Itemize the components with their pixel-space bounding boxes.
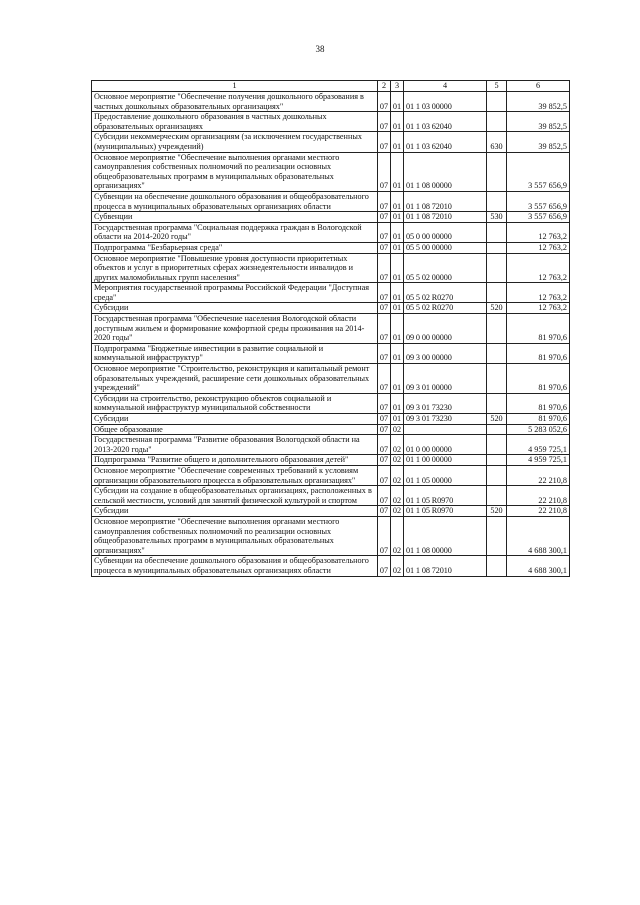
- row-amount-cell: 81 970,6: [507, 393, 570, 413]
- row-subsection-cell: 02: [391, 516, 404, 555]
- row-amount-cell: 12 763,2: [507, 222, 570, 242]
- header-cell-4: 4: [404, 81, 487, 92]
- table-row: [92, 465, 570, 485]
- row-name-cell: Субсидии: [92, 506, 378, 517]
- row-subsection-cell: 01: [391, 414, 404, 425]
- row-expense-type-cell: [487, 516, 507, 555]
- row-amount-cell: 81 970,6: [507, 414, 570, 425]
- row-expense-type-cell: 520: [487, 414, 507, 425]
- row-target-article-cell: 01 1 00 00000: [404, 455, 487, 466]
- header-cell-5: 5: [487, 81, 507, 92]
- row-subsection-cell: 01: [391, 314, 404, 344]
- table-row: [92, 556, 570, 576]
- row-expense-type-cell: [487, 455, 507, 466]
- table-row: [92, 212, 570, 223]
- row-subsection-cell: 02: [391, 486, 404, 506]
- row-expense-type-cell: 520: [487, 303, 507, 314]
- row-target-article-cell: 09 3 00 00000: [404, 343, 487, 363]
- table-row: [92, 242, 570, 253]
- row-expense-type-cell: [487, 486, 507, 506]
- row-target-article-cell: 01 1 05 R0970: [404, 506, 487, 517]
- row-target-article-cell: 01 0 00 00000: [404, 435, 487, 455]
- table-row: [92, 343, 570, 363]
- row-name-cell: Государственная программа "Развитие образования Вологодской области на 2013-2020 годы": [92, 435, 378, 455]
- table-row: [92, 516, 570, 555]
- row-amount-cell: 22 210,8: [507, 506, 570, 517]
- row-section-cell: 07: [378, 455, 391, 466]
- row-subsection-cell: 01: [391, 212, 404, 223]
- row-amount-cell: 3 557 656,9: [507, 152, 570, 191]
- row-expense-type-cell: [487, 253, 507, 283]
- row-name-cell: Подпрограмма "Безбарьерная среда": [92, 242, 378, 253]
- row-amount-cell: 39 852,5: [507, 92, 570, 112]
- row-target-article-cell: 05 0 00 00000: [404, 222, 487, 242]
- row-target-article-cell: 01 1 08 72010: [404, 191, 487, 211]
- row-section-cell: 07: [378, 303, 391, 314]
- row-amount-cell: 12 763,2: [507, 303, 570, 314]
- row-name-cell: Субсидии: [92, 303, 378, 314]
- row-amount-cell: 81 970,6: [507, 314, 570, 344]
- row-expense-type-cell: [487, 435, 507, 455]
- row-expense-type-cell: [487, 283, 507, 303]
- row-name-cell: Основное мероприятие "Обеспечение получения дошкольного образования в частных дошкольных образовательных организациях": [92, 92, 378, 112]
- row-subsection-cell: 01: [391, 191, 404, 211]
- header-cell-3: 3: [391, 81, 404, 92]
- row-expense-type-cell: [487, 152, 507, 191]
- row-amount-cell: 39 852,5: [507, 132, 570, 152]
- row-name-cell: Государственная программа "Обеспечение населения Вологодской области доступным жильем и формирование комфортной среды проживания на 2014-2020 годы": [92, 314, 378, 344]
- row-section-cell: 07: [378, 343, 391, 363]
- row-target-article-cell: 05 5 02 R0270: [404, 283, 487, 303]
- row-subsection-cell: 01: [391, 152, 404, 191]
- row-amount-cell: 12 763,2: [507, 242, 570, 253]
- row-target-article-cell: 01 1 05 R0970: [404, 486, 487, 506]
- row-expense-type-cell: 530: [487, 212, 507, 223]
- table-row: [92, 393, 570, 413]
- row-target-article-cell: 09 3 01 73230: [404, 414, 487, 425]
- row-subsection-cell: 01: [391, 242, 404, 253]
- row-amount-cell: 39 852,5: [507, 112, 570, 132]
- row-subsection-cell: 01: [391, 112, 404, 132]
- row-target-article-cell: 01 1 08 72010: [404, 212, 487, 223]
- row-amount-cell: 4 959 725,1: [507, 455, 570, 466]
- row-subsection-cell: 02: [391, 465, 404, 485]
- row-name-cell: Субсидии на строительство, реконструкцию объектов социальной и коммунальной инфраструктур муниципальной собственности: [92, 393, 378, 413]
- row-name-cell: Государственная программа "Социальная поддержка граждан в Вологодской области на 2014-2020 годы": [92, 222, 378, 242]
- row-subsection-cell: 01: [391, 343, 404, 363]
- row-target-article-cell: 01 1 08 00000: [404, 516, 487, 555]
- row-section-cell: 07: [378, 393, 391, 413]
- row-section-cell: 07: [378, 465, 391, 485]
- row-name-cell: Общее образование: [92, 424, 378, 435]
- row-name-cell: Субсидии на создание в общеобразовательных организациях, расположенных в сельской местности, условий для занятий физической культурой и спортом: [92, 486, 378, 506]
- row-subsection-cell: 01: [391, 283, 404, 303]
- row-name-cell: Основное мероприятие "Обеспечение выполнения органами местного самоуправления собственных полномочий по реализации основных общеобразовательных программ в муниципальных образовательных организациях": [92, 516, 378, 555]
- row-section-cell: 07: [378, 556, 391, 576]
- row-name-cell: Подпрограмма "Бюджетные инвестиции в развитие социальной и коммунальной инфраструктур": [92, 343, 378, 363]
- row-expense-type-cell: [487, 364, 507, 394]
- row-expense-type-cell: [487, 314, 507, 344]
- row-expense-type-cell: [487, 191, 507, 211]
- row-target-article-cell: 01 1 03 62040: [404, 112, 487, 132]
- row-section-cell: 07: [378, 92, 391, 112]
- row-amount-cell: 4 959 725,1: [507, 435, 570, 455]
- row-name-cell: Субвенции на обеспечение дошкольного образования и общеобразовательного процесса в муниципальных образовательных организациях области: [92, 556, 378, 576]
- table-row: [92, 222, 570, 242]
- table-row: [92, 414, 570, 425]
- row-target-article-cell: 01 1 03 00000: [404, 92, 487, 112]
- row-section-cell: 07: [378, 314, 391, 344]
- table-row: [92, 92, 570, 112]
- row-subsection-cell: 01: [391, 132, 404, 152]
- row-target-article-cell: 01 1 08 00000: [404, 152, 487, 191]
- table-row: [92, 191, 570, 211]
- row-subsection-cell: 01: [391, 222, 404, 242]
- row-section-cell: 07: [378, 506, 391, 517]
- row-name-cell: Основное мероприятие "Обеспечение выполнения органами местного самоуправления собственных полномочий по реализации основных общеобразовательных программ в муниципальных образовательных организациях": [92, 152, 378, 191]
- row-section-cell: 07: [378, 435, 391, 455]
- row-amount-cell: 22 210,8: [507, 486, 570, 506]
- row-subsection-cell: 01: [391, 92, 404, 112]
- row-amount-cell: 12 763,2: [507, 253, 570, 283]
- row-target-article-cell: [404, 424, 487, 435]
- header-row: [92, 81, 570, 92]
- table-row: [92, 435, 570, 455]
- row-target-article-cell: 01 1 03 62040: [404, 132, 487, 152]
- row-section-cell: 07: [378, 283, 391, 303]
- row-expense-type-cell: [487, 222, 507, 242]
- row-expense-type-cell: [487, 424, 507, 435]
- row-subsection-cell: 01: [391, 393, 404, 413]
- row-subsection-cell: 01: [391, 253, 404, 283]
- budget-table: [91, 80, 570, 577]
- row-subsection-cell: 01: [391, 364, 404, 394]
- row-name-cell: Субвенции на обеспечение дошкольного образования и общеобразовательного процесса в муниципальных образовательных организациях области: [92, 191, 378, 211]
- row-amount-cell: 22 210,8: [507, 465, 570, 485]
- row-section-cell: 07: [378, 242, 391, 253]
- row-subsection-cell: 02: [391, 435, 404, 455]
- row-target-article-cell: 05 5 02 00000: [404, 253, 487, 283]
- row-expense-type-cell: [487, 556, 507, 576]
- row-name-cell: Основное мероприятие "Повышение уровня доступности приоритетных объектов и услуг в приоритетных сферах жизнедеятельности инвалидов и других маломобильных групп населения": [92, 253, 378, 283]
- row-section-cell: 07: [378, 191, 391, 211]
- table-row: [92, 364, 570, 394]
- row-target-article-cell: 05 5 02 R0270: [404, 303, 487, 314]
- table-row: [92, 112, 570, 132]
- row-section-cell: 07: [378, 364, 391, 394]
- row-expense-type-cell: [487, 242, 507, 253]
- row-name-cell: Субсидии: [92, 414, 378, 425]
- row-target-article-cell: 01 1 08 72010: [404, 556, 487, 576]
- row-name-cell: Мероприятия государственной программы Российской Федерации "Доступная среда": [92, 283, 378, 303]
- row-expense-type-cell: [487, 343, 507, 363]
- row-target-article-cell: 05 5 00 00000: [404, 242, 487, 253]
- page-number: 38: [315, 44, 325, 54]
- row-amount-cell: 81 970,6: [507, 364, 570, 394]
- row-target-article-cell: 01 1 05 00000: [404, 465, 487, 485]
- row-subsection-cell: 02: [391, 424, 404, 435]
- row-section-cell: 07: [378, 112, 391, 132]
- row-expense-type-cell: [487, 112, 507, 132]
- row-section-cell: 07: [378, 424, 391, 435]
- row-section-cell: 07: [378, 253, 391, 283]
- table-row: [92, 303, 570, 314]
- table-row: [92, 314, 570, 344]
- row-section-cell: 07: [378, 516, 391, 555]
- row-amount-cell: 3 557 656,9: [507, 191, 570, 211]
- row-expense-type-cell: 520: [487, 506, 507, 517]
- row-amount-cell: 3 557 656,9: [507, 212, 570, 223]
- row-subsection-cell: 02: [391, 556, 404, 576]
- table-row: [92, 253, 570, 283]
- row-subsection-cell: 02: [391, 506, 404, 517]
- row-section-cell: 07: [378, 132, 391, 152]
- row-expense-type-cell: [487, 465, 507, 485]
- row-name-cell: Основное мероприятие "Обеспечение современных требований к условиям организации образовательного процесса в образовательных организациях": [92, 465, 378, 485]
- row-subsection-cell: 01: [391, 303, 404, 314]
- table-row: [92, 283, 570, 303]
- row-target-article-cell: 09 3 01 00000: [404, 364, 487, 394]
- row-expense-type-cell: [487, 92, 507, 112]
- row-target-article-cell: 09 0 00 00000: [404, 314, 487, 344]
- row-expense-type-cell: 630: [487, 132, 507, 152]
- table-row: [92, 506, 570, 517]
- header-cell-2: 2: [378, 81, 391, 92]
- row-section-cell: 07: [378, 152, 391, 191]
- row-amount-cell: 4 688 300,1: [507, 556, 570, 576]
- table-row: [92, 486, 570, 506]
- row-amount-cell: 12 763,2: [507, 283, 570, 303]
- row-name-cell: Субсидии некоммерческим организациям (за исключением государственных (муниципальных) учреждений): [92, 132, 378, 152]
- row-section-cell: 07: [378, 486, 391, 506]
- row-name-cell: Предоставление дошкольного образования в частных дошкольных образовательных организациях: [92, 112, 378, 132]
- row-expense-type-cell: [487, 393, 507, 413]
- row-amount-cell: 4 688 300,1: [507, 516, 570, 555]
- row-section-cell: 07: [378, 222, 391, 242]
- table-row: [92, 132, 570, 152]
- row-subsection-cell: 02: [391, 455, 404, 466]
- table-row: [92, 455, 570, 466]
- row-name-cell: Основное мероприятие "Строительство, реконструкция и капитальный ремонт образовательных учреждений, расширение сети дошкольных образовательных учреждений": [92, 364, 378, 394]
- row-target-article-cell: 09 3 01 73230: [404, 393, 487, 413]
- row-name-cell: Подпрограмма "Развитие общего и дополнительного образования детей": [92, 455, 378, 466]
- table-row: [92, 152, 570, 191]
- row-section-cell: 07: [378, 212, 391, 223]
- table-row: [92, 424, 570, 435]
- row-name-cell: Субвенции: [92, 212, 378, 223]
- row-amount-cell: 81 970,6: [507, 343, 570, 363]
- row-section-cell: 07: [378, 414, 391, 425]
- row-amount-cell: 5 283 052,6: [507, 424, 570, 435]
- header-cell-1: 1: [92, 81, 378, 92]
- header-cell-6: 6: [507, 81, 570, 92]
